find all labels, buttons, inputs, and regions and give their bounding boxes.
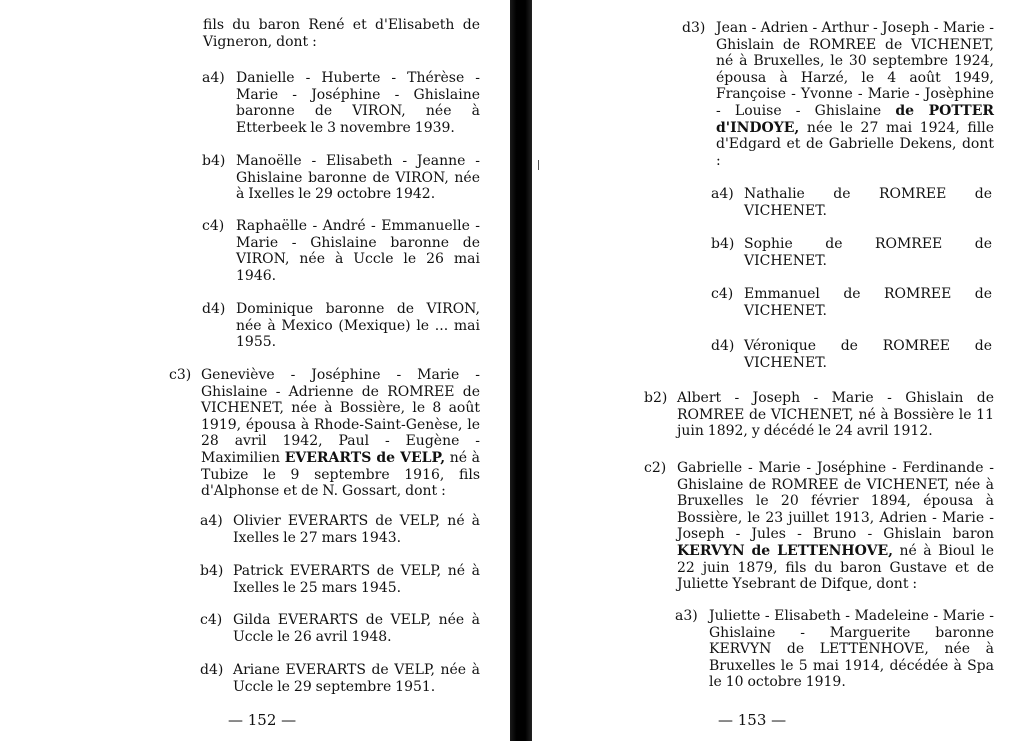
- entry-d4-ariane: [200, 662, 480, 695]
- intro-paragraph: [203, 17, 480, 50]
- entry-marker: c2): [644, 460, 667, 476]
- entry-a3-juliette: [675, 608, 994, 691]
- entry-text: Ariane EVERARTS de VELP, née à Uccle le 29 septembre 1951.: [233, 662, 480, 695]
- entry-text-before: Geneviève - Joséphine - Marie - Ghislaine - Adrienne de ROMREE de VICHENET, née à Bossière, le 8 août 1919, épousa à Rhode-Saint-Genèse, le 28 avril 1942, Paul - Eugène - Maximilien: [201, 367, 480, 466]
- right-page: [532, 0, 1024, 741]
- entry-d4-dominique: [202, 301, 480, 351]
- entry-c4-emmanuel: [711, 286, 992, 319]
- entry-marker: c4): [202, 218, 225, 234]
- entry-c4-gilda: [200, 612, 480, 645]
- entry-b4-sophie: [711, 236, 992, 269]
- entry-text: [201, 367, 480, 500]
- intro-text: fils du baron René et d'Elisabeth de Vigneron, dont :: [203, 17, 480, 50]
- entry-text: Dominique baronne de VIRON, née à Mexico (Mexique) le ... mai 1955.: [236, 301, 480, 351]
- entry-text: [677, 460, 994, 593]
- entry-text: Albert - Joseph - Marie - Ghislain de ROMREE de VICHENET, né à Bossière le 11 juin 1892, y décédé le 24 avril 1912.: [677, 390, 994, 440]
- entry-marker: b4): [200, 563, 224, 579]
- entry-marker: d3): [682, 20, 706, 36]
- entry-d4-veronique: [711, 338, 992, 371]
- entry-text-before: Jean - Adrien - Arthur - Joseph - Marie - Ghislain de ROMREE de VICHENET, né à Bruxelles, le 30 septembre 1924, épousa à Harzé, le 4 août 1949, Françoise - Yvonne - Marie - Josèphine - Louise - Ghislaine: [716, 20, 994, 119]
- entry-marker: b2): [644, 390, 668, 406]
- entry-marker: a4): [200, 513, 223, 529]
- entry-marker: b4): [711, 236, 735, 252]
- page-number-right: — 153 —: [718, 711, 787, 729]
- entry-text: Patrick EVERARTS de VELP, né à Ixelles le 25 mars 1945.: [233, 563, 480, 596]
- entry-marker: d4): [202, 301, 226, 317]
- entry-b4-patrick: [200, 563, 480, 596]
- entry-text: Manoëlle - Elisabeth - Jeanne - Ghislaine baronne de VIRON, née à Ixelles le 29 octobre 1942.: [236, 153, 480, 203]
- entry-c3-genevieve: [169, 367, 480, 500]
- entry-b2-albert: [644, 390, 994, 440]
- spouse-name: de POTTER d'INDOYE,: [716, 102, 995, 136]
- entry-text-after: née le 27 mai 1924, fille d'Edgard et de Gabrielle Dekens, dont :: [716, 119, 994, 169]
- entry-text-after: né à Tubize le 9 septembre 1916, fils d'Alphonse et de N. Gossart, dont :: [201, 449, 480, 500]
- book-spine: [510, 0, 532, 741]
- entry-text: Raphaëlle - André - Emmanuelle - Marie - Ghislaine baronne de VIRON, née à Uccle le 26 mai 1946.: [236, 218, 480, 284]
- entry-marker: c4): [711, 286, 734, 302]
- spouse-name: EVERARTS de VELP,: [284, 449, 446, 466]
- entry-d3-jean: [682, 20, 995, 169]
- entry-c2-gabrielle: [644, 460, 994, 593]
- entry-marker: c4): [200, 612, 223, 628]
- left-page: [0, 0, 510, 741]
- entry-a4-nathalie: [711, 186, 992, 219]
- entry-marker: d4): [200, 662, 224, 678]
- entry-a4-olivier: [200, 513, 480, 546]
- entry-text: Gilda EVERARTS de VELP, née à Uccle le 26 avril 1948.: [233, 612, 480, 645]
- entry-text: Olivier EVERARTS de VELP, né à Ixelles le 27 mars 1943.: [233, 513, 480, 546]
- entry-text-before: Gabrielle - Marie - Joséphine - Ferdinande - Ghislaine de ROMREE de VICHENET, née à Bruxelles le 20 février 1894, épousa à Bossière, le 23 juillet 1913, Adrien - Marie - Joseph - Jules - Bruno - Ghislain baron: [677, 460, 994, 543]
- entry-marker: b4): [202, 153, 226, 169]
- entry-text: Emmanuel de ROMREE de VICHENET.: [744, 286, 992, 319]
- entry-a4-danielle: [202, 70, 480, 136]
- entry-text: Véronique de ROMREE de VICHENET.: [744, 338, 992, 371]
- entry-c4-raphaelle: [202, 218, 480, 284]
- entry-text: Sophie de ROMREE de VICHENET.: [744, 236, 992, 269]
- entry-text: Nathalie de ROMREE de VICHENET.: [744, 186, 992, 219]
- entry-text: Juliette - Elisabeth - Madeleine - Marie - Ghislaine - Marguerite baronne KERVYN de LETTENHOVE, née à Bruxelles le 5 mai 1914, décédée à Spa le 10 octobre 1919.: [709, 608, 994, 691]
- spouse-name: KERVYN de LETTENHOVE,: [677, 542, 894, 559]
- entry-text: [716, 20, 994, 169]
- entry-marker: d4): [711, 338, 735, 354]
- entry-marker: a3): [675, 608, 698, 624]
- entry-text-after: né à Bioul le 22 juin 1879, fils du baron Gustave et de Juliette Ysebrant de Difque, dont :: [677, 542, 994, 593]
- entry-marker: c3): [169, 367, 192, 383]
- entry-marker: a4): [202, 70, 225, 86]
- entry-marker: a4): [711, 186, 734, 202]
- entry-b4-manoelle: [202, 153, 480, 203]
- page-number-left: — 152 —: [228, 711, 297, 729]
- entry-text: Danielle - Huberte - Thérèse - Marie - Joséphine - Ghislaine baronne de VIRON, née à Etterbeek le 3 novembre 1939.: [236, 70, 480, 136]
